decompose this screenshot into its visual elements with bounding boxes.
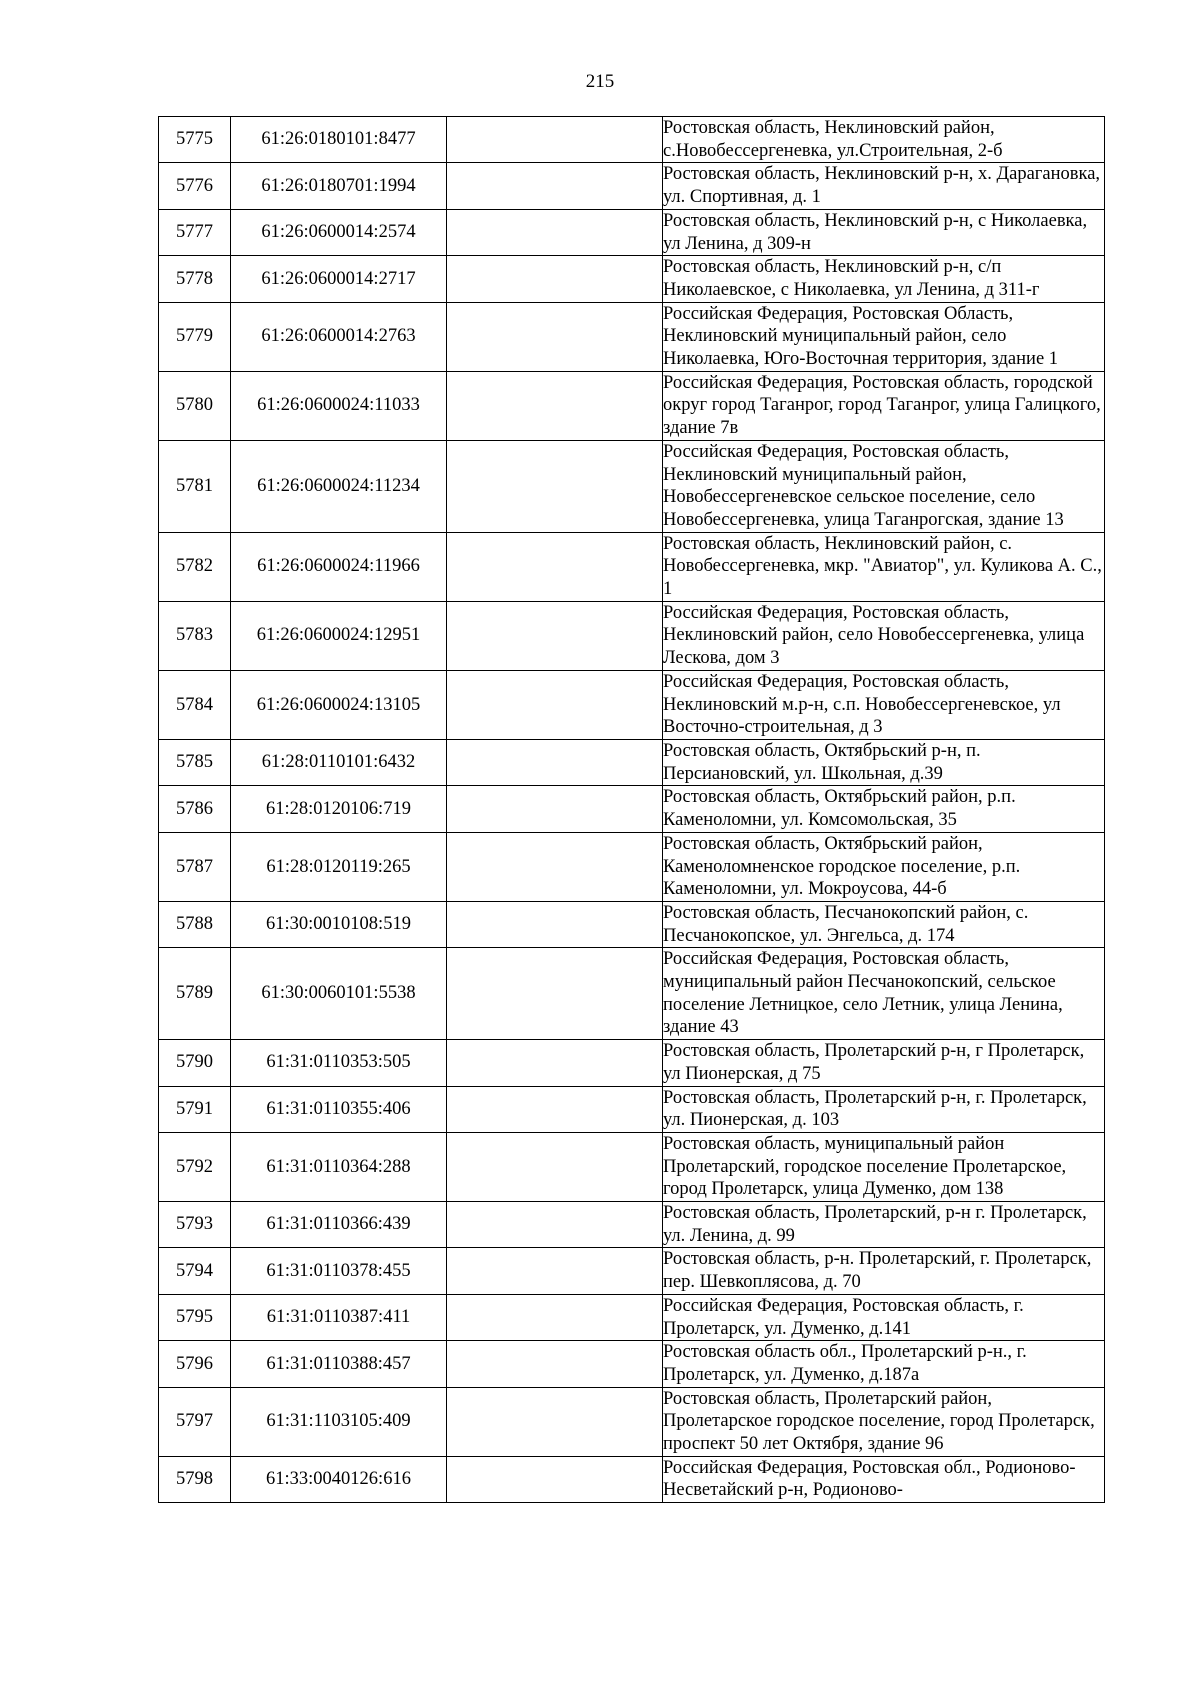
address-cell: Российская Федерация, Ростовская область, Неклиновский муниципальный район, Новобессергеневское сельское поселение, село Новобессергеневка, улица Таганрогская, здание 13	[663, 440, 1105, 532]
cadastral-number-cell: 61:30:0060101:5538	[231, 948, 447, 1040]
address-cell: Ростовская область, Пролетарский р-н, г. Пролетарск, ул. Пионерская, д. 103	[663, 1086, 1105, 1132]
address-cell: Ростовская область обл., Пролетарский р-н., г. Пролетарск, ул. Думенко, д.187а	[663, 1341, 1105, 1387]
empty-cell	[447, 601, 663, 670]
row-number-cell: 5793	[159, 1202, 231, 1248]
empty-cell	[447, 1387, 663, 1456]
empty-cell	[447, 1086, 663, 1132]
empty-cell	[447, 256, 663, 302]
row-number-cell: 5779	[159, 302, 231, 371]
empty-cell	[447, 739, 663, 785]
cadastral-number-cell: 61:31:1103105:409	[231, 1387, 447, 1456]
row-number-cell: 5790	[159, 1040, 231, 1086]
address-cell: Ростовская область, Неклиновский р-н, с/п Николаевское, с Николаевка, ул Ленина, д 311-г	[663, 256, 1105, 302]
row-number-cell: 5786	[159, 786, 231, 832]
table-row	[159, 209, 1105, 255]
cadastral-number-cell: 61:26:0600024:11966	[231, 532, 447, 601]
table-row	[159, 832, 1105, 901]
address-cell: Российская Федерация, Ростовская область, г. Пролетарск, ул. Думенко, д.141	[663, 1294, 1105, 1340]
empty-cell	[447, 209, 663, 255]
row-number-cell: 5781	[159, 440, 231, 532]
address-cell: Ростовская область, Неклиновский район, с.Новобессергеневка, ул.Строительная, 2-б	[663, 117, 1105, 163]
row-number-cell: 5791	[159, 1086, 231, 1132]
table-row	[159, 1086, 1105, 1132]
cadastral-number-cell: 61:26:0600014:2763	[231, 302, 447, 371]
cadastral-number-cell: 61:31:0110353:505	[231, 1040, 447, 1086]
page-number: 215	[585, 71, 615, 92]
table-row	[159, 440, 1105, 532]
row-number-cell: 5775	[159, 117, 231, 163]
address-cell: Ростовская область, Пролетарский район, Пролетарское городское поселение, город Пролетарск, проспект 50 лет Октября, здание 96	[663, 1387, 1105, 1456]
row-number-cell: 5776	[159, 163, 231, 209]
cadastral-number-cell: 61:26:0600024:11234	[231, 440, 447, 532]
row-number-cell: 5780	[159, 371, 231, 440]
address-cell: Ростовская область, Пролетарский р-н, г Пролетарск, ул Пионерская, д 75	[663, 1040, 1105, 1086]
table-row	[159, 302, 1105, 371]
address-cell: Ростовская область, Пролетарский, р-н г. Пролетарск, ул. Ленина, д. 99	[663, 1202, 1105, 1248]
table-row	[159, 1248, 1105, 1294]
table-row	[159, 256, 1105, 302]
address-cell: Ростовская область, Октябрьский р-н, п. Персиановский, ул. Школьная, д.39	[663, 739, 1105, 785]
cadastral-number-cell: 61:26:0600024:11033	[231, 371, 447, 440]
row-number-cell: 5777	[159, 209, 231, 255]
cadastral-number-cell: 61:33:0040126:616	[231, 1456, 447, 1502]
cadastral-number-cell: 61:31:0110364:288	[231, 1132, 447, 1201]
cadastral-number-cell: 61:28:0110101:6432	[231, 739, 447, 785]
row-number-cell: 5794	[159, 1248, 231, 1294]
empty-cell	[447, 670, 663, 739]
row-number-cell: 5788	[159, 901, 231, 947]
cadastral-number-cell: 61:31:0110388:457	[231, 1341, 447, 1387]
cadastral-number-cell: 61:28:0120106:719	[231, 786, 447, 832]
address-cell: Ростовская область, р-н. Пролетарский, г. Пролетарск, пер. Шевкоплясова, д. 70	[663, 1248, 1105, 1294]
table-row	[159, 1132, 1105, 1201]
table-row	[159, 117, 1105, 163]
table-row	[159, 1202, 1105, 1248]
cadastral-number-cell: 61:31:0110387:411	[231, 1294, 447, 1340]
cadastral-number-cell: 61:31:0110355:406	[231, 1086, 447, 1132]
empty-cell	[447, 532, 663, 601]
table-row	[159, 1341, 1105, 1387]
table-row	[159, 739, 1105, 785]
table-row	[159, 163, 1105, 209]
cadastral-number-cell: 61:26:0180701:1994	[231, 163, 447, 209]
row-number-cell: 5783	[159, 601, 231, 670]
empty-cell	[447, 302, 663, 371]
row-number-cell: 5782	[159, 532, 231, 601]
table-row	[159, 1040, 1105, 1086]
empty-cell	[447, 1132, 663, 1201]
empty-cell	[447, 163, 663, 209]
empty-cell	[447, 901, 663, 947]
address-cell: Российская Федерация, Ростовская обл., Родионово-Несветайский р-н, Родионово-	[663, 1456, 1105, 1502]
empty-cell	[447, 1341, 663, 1387]
table-row	[159, 371, 1105, 440]
registry-table-body	[159, 117, 1105, 1503]
empty-cell	[447, 371, 663, 440]
row-number-cell: 5778	[159, 256, 231, 302]
address-cell: Российская Федерация, Ростовская область, Неклиновский м.р-н, с.п. Новобессергеневское, ул Восточно-строительная, д 3	[663, 670, 1105, 739]
empty-cell	[447, 117, 663, 163]
row-number-cell: 5787	[159, 832, 231, 901]
table-row	[159, 601, 1105, 670]
table-row	[159, 1456, 1105, 1502]
table-row	[159, 948, 1105, 1040]
row-number-cell: 5797	[159, 1387, 231, 1456]
address-cell: Российская Федерация, Ростовская Область, Неклиновский муниципальный район, село Николаевка, Юго-Восточная территория, здание 1	[663, 302, 1105, 371]
address-cell: Ростовская область, Неклиновский район, с. Новобессергеневка, мкр. "Авиатор", ул. Куликова А. С., 1	[663, 532, 1105, 601]
address-cell: Российская Федерация, Ростовская область, городской округ город Таганрог, город Таганрог, улица Галицкого, здание 7в	[663, 371, 1105, 440]
empty-cell	[447, 832, 663, 901]
cadastral-number-cell: 61:31:0110366:439	[231, 1202, 447, 1248]
cadastral-number-cell: 61:26:0600024:12951	[231, 601, 447, 670]
empty-cell	[447, 1202, 663, 1248]
address-cell: Ростовская область, Неклиновский р-н, с Николаевка, ул Ленина, д 309-н	[663, 209, 1105, 255]
empty-cell	[447, 1456, 663, 1502]
cadastral-number-cell: 61:30:0010108:519	[231, 901, 447, 947]
address-cell: Ростовская область, Песчанокопский район, с. Песчанокопское, ул. Энгельса, д. 174	[663, 901, 1105, 947]
row-number-cell: 5795	[159, 1294, 231, 1340]
registry-table	[158, 116, 1105, 1503]
cadastral-number-cell: 61:31:0110378:455	[231, 1248, 447, 1294]
address-cell: Ростовская область, Неклиновский р-н, х. Дарагановка, ул. Спортивная, д. 1	[663, 163, 1105, 209]
row-number-cell: 5784	[159, 670, 231, 739]
table-row	[159, 1387, 1105, 1456]
table-row	[159, 786, 1105, 832]
table-row	[159, 532, 1105, 601]
table-row	[159, 670, 1105, 739]
address-cell: Ростовская область, муниципальный район Пролетарский, городское поселение Пролетарское, город Пролетарск, улица Думенко, дом 138	[663, 1132, 1105, 1201]
row-number-cell: 5796	[159, 1341, 231, 1387]
cadastral-number-cell: 61:26:0600024:13105	[231, 670, 447, 739]
table-row	[159, 1294, 1105, 1340]
cadastral-number-cell: 61:26:0600014:2717	[231, 256, 447, 302]
row-number-cell: 5798	[159, 1456, 231, 1502]
empty-cell	[447, 1040, 663, 1086]
empty-cell	[447, 786, 663, 832]
cadastral-number-cell: 61:26:0180101:8477	[231, 117, 447, 163]
address-cell: Ростовская область, Октябрьский район, Каменоломненское городское поселение, р.п. Каменоломни, ул. Мокроусова, 44-б	[663, 832, 1105, 901]
address-cell: Ростовская область, Октябрьский район, р.п. Каменоломни, ул. Комсомольская, 35	[663, 786, 1105, 832]
empty-cell	[447, 1294, 663, 1340]
empty-cell	[447, 440, 663, 532]
address-cell: Российская Федерация, Ростовская область, муниципальный район Песчанокопский, сельское поселение Летницкое, село Летник, улица Ленина, здание 43	[663, 948, 1105, 1040]
cadastral-number-cell: 61:28:0120119:265	[231, 832, 447, 901]
empty-cell	[447, 948, 663, 1040]
cadastral-number-cell: 61:26:0600014:2574	[231, 209, 447, 255]
address-cell: Российская Федерация, Ростовская область, Неклиновский район, село Новобессергеневка, улица Лескова, дом 3	[663, 601, 1105, 670]
empty-cell	[447, 1248, 663, 1294]
row-number-cell: 5785	[159, 739, 231, 785]
row-number-cell: 5792	[159, 1132, 231, 1201]
table-row	[159, 901, 1105, 947]
row-number-cell: 5789	[159, 948, 231, 1040]
